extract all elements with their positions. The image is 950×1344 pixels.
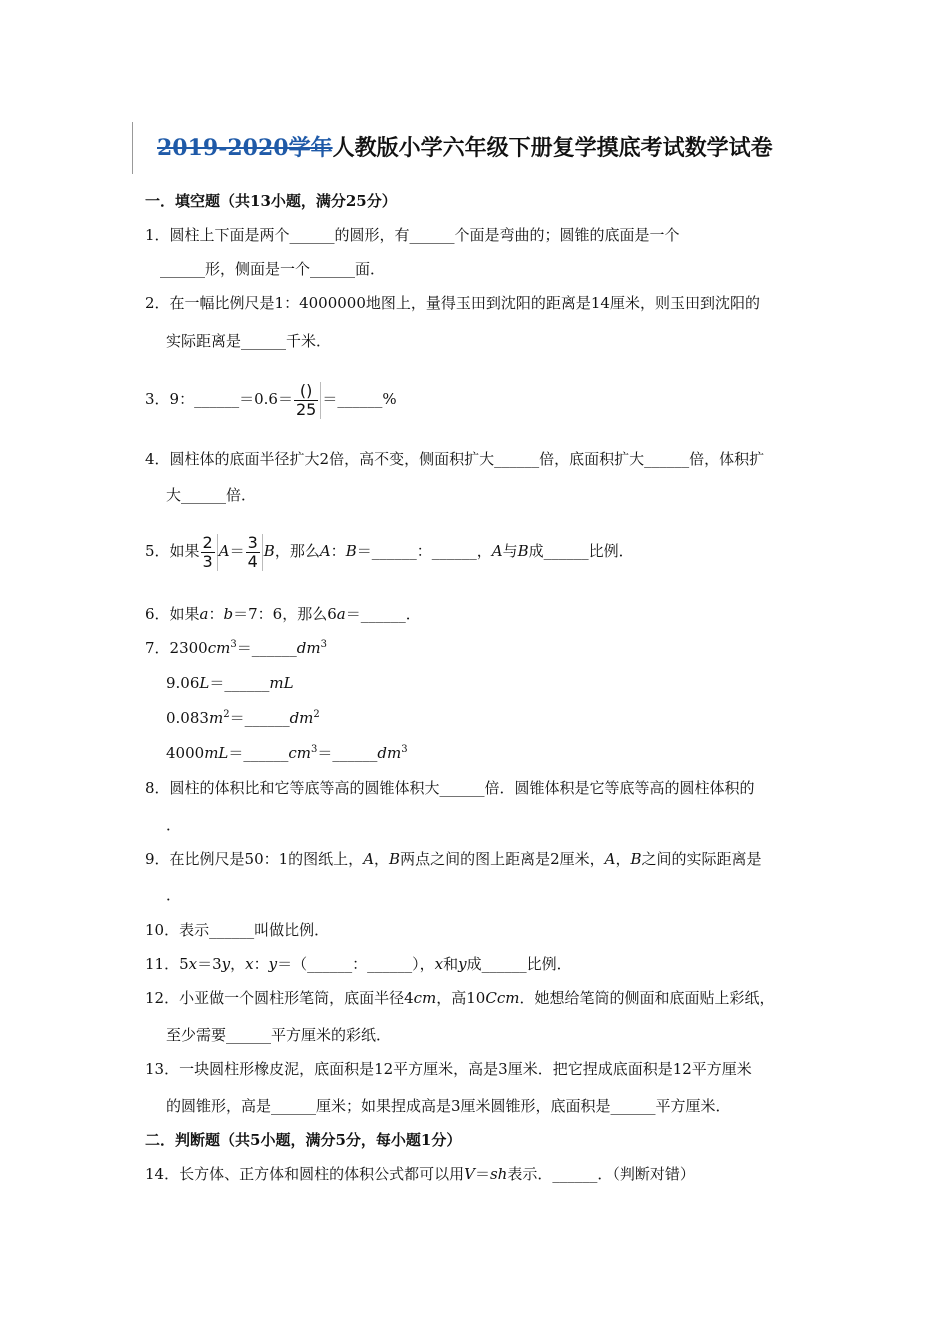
exponent: 3 — [320, 639, 327, 650]
var-b: B — [345, 542, 357, 560]
text: ＝______ — [229, 709, 290, 727]
question-5 — [145, 529, 634, 573]
fraction-numerator: 2 — [202, 532, 213, 552]
exponent: 3 — [311, 744, 318, 755]
var-a: A — [604, 850, 616, 868]
question-8-line-1: 8．圆柱的体积比和它等底等高的圆锥体积大______倍．圆锥体积是它等底等高的圆柱体积的 — [145, 779, 755, 797]
unit: dm — [296, 639, 321, 657]
exponent: 3 — [401, 744, 408, 755]
question-9-line-2: ． — [166, 886, 182, 904]
question-1-line-1: 1．圆柱上下面是两个______的圆形，有______个面是弯曲的；圆锥的底面是一个 — [145, 226, 680, 244]
var-v: V — [464, 1165, 475, 1183]
text: 6．如果 — [145, 605, 200, 623]
var-sh: sh — [489, 1165, 508, 1183]
var-b: B — [263, 542, 275, 560]
unit: m — [208, 709, 224, 727]
title-main: 人教版小学六年级下册复学摸底考试数学试卷 — [332, 135, 773, 161]
var-a: A — [491, 542, 503, 560]
question-7-line-4 — [166, 742, 408, 764]
question-13-line-2: 的圆锥形，高是______厘米；如果捏成高是3厘米圆锥形，底面积是______平方厘米． — [166, 1097, 731, 1115]
unit: dm — [289, 709, 314, 727]
text: 与 — [502, 542, 518, 560]
unit: L — [199, 674, 210, 692]
text: ．她想给笔筒的侧面和底面贴上彩纸， — [519, 989, 775, 1007]
unit: dm — [377, 744, 402, 762]
text: ， — [374, 850, 390, 868]
var-a: A — [218, 542, 230, 560]
var-a: a — [336, 605, 346, 623]
text: ＝3 — [197, 955, 222, 973]
var-x: x — [245, 955, 254, 973]
question-10: 10．表示______叫做比例． — [145, 921, 330, 939]
title-year-strikethrough: 2019-2020学年 — [157, 135, 333, 161]
text: ＝7：6，那么6 — [233, 605, 337, 623]
text: ： — [253, 955, 269, 973]
text: 表示．______．（判断对错） — [507, 1165, 695, 1183]
text: 7．2300 — [145, 639, 208, 657]
text: 之间的实际距离是 — [641, 850, 762, 868]
section-judge-heading: 二．判断题（共5小题，满分5分，每小题1分） — [145, 1131, 462, 1149]
text: 12．小亚做一个圆柱形笔筒，底面半径4 — [145, 989, 414, 1007]
question-13-line-1: 13．一块圆柱形橡皮泥，底面积是12平方厘米，高是3厘米．把它捏成底面积是12平方厘米 — [145, 1060, 752, 1078]
question-5-prefix: 5．如果 — [145, 542, 200, 560]
fraction-blank-over-25 — [294, 382, 321, 419]
exponent: 2 — [223, 709, 230, 720]
question-14 — [145, 1163, 695, 1185]
margin-line — [132, 122, 133, 174]
fraction-denominator: 25 — [295, 399, 317, 419]
question-4-line-2: 大______倍． — [166, 486, 257, 504]
text: ： — [330, 542, 346, 560]
question-3-prefix: 3．9：______＝0.6＝ — [145, 390, 293, 408]
var-b: B — [389, 850, 401, 868]
exponent: 2 — [313, 709, 320, 720]
question-4-line-1: 4．圆柱体的底面半径扩大2倍，高不变，侧面积扩大______倍，底面积扩大______倍，体积扩 — [145, 450, 765, 468]
var-x: x — [188, 955, 198, 973]
text: 9.06 — [166, 674, 200, 692]
var-y: y — [458, 955, 467, 973]
var-x: x — [434, 955, 444, 973]
fraction-numerator: 3 — [247, 532, 258, 552]
text: ： — [208, 605, 224, 623]
question-11 — [145, 953, 572, 975]
unit: cm — [288, 744, 312, 762]
question-9-line-1 — [145, 848, 762, 870]
question-2-line-1: 2．在一幅比例尺是1：4000000地图上，量得玉田到沈阳的距离是14厘米，则玉田到沈阳的 — [145, 294, 760, 312]
unit: cm — [413, 989, 437, 1007]
text: 两点之间的图上距离是2厘米， — [400, 850, 605, 868]
question-1-line-2: ______形，侧面是一个______面． — [160, 260, 386, 278]
exponent: 3 — [230, 639, 237, 650]
text: 11．5 — [145, 955, 189, 973]
var-y: y — [221, 955, 231, 973]
text: 9．在比例尺是50：1的图纸上， — [145, 850, 364, 868]
text: ， — [615, 850, 631, 868]
text: 成______比例． — [466, 955, 572, 973]
unit: mL — [269, 674, 294, 692]
question-6 — [145, 603, 421, 625]
text: ＝______ — [236, 639, 297, 657]
question-3 — [145, 377, 397, 421]
question-12-line-2: 至少需要______平方厘米的彩纸． — [166, 1026, 392, 1044]
text: ， — [230, 955, 246, 973]
fraction-denominator: 3 — [202, 551, 213, 571]
text: ，那么 — [274, 542, 320, 560]
page-title — [157, 131, 773, 162]
equals: ＝ — [229, 542, 245, 560]
text: 4000 — [166, 744, 205, 762]
text: 和 — [443, 955, 459, 973]
text: 成______比例． — [528, 542, 634, 560]
unit: mL — [204, 744, 229, 762]
text: 0.083 — [166, 709, 209, 727]
fraction-two-thirds — [201, 534, 218, 571]
var-b: B — [630, 850, 642, 868]
fraction-denominator: 4 — [247, 551, 258, 571]
var-y: y — [268, 955, 278, 973]
text: ＝______． — [345, 605, 421, 623]
var-b: B — [517, 542, 529, 560]
question-2-line-2: 实际距离是______千米． — [166, 332, 332, 350]
fraction-three-quarters — [246, 534, 263, 571]
unit: cm — [207, 639, 231, 657]
question-7-line-1 — [145, 637, 327, 659]
text: ＝______ — [317, 744, 378, 762]
var-a: a — [199, 605, 209, 623]
text: ＝______ — [209, 674, 270, 692]
question-8-line-2: ． — [166, 816, 182, 834]
text: ＝______ — [228, 744, 289, 762]
text: 14．长方体、正方体和圆柱的体积公式都可以用 — [145, 1165, 465, 1183]
question-7-line-3 — [166, 707, 320, 729]
var-b: b — [223, 605, 234, 623]
section-fill-heading: 一．填空题（共13小题，满分25分） — [145, 192, 397, 210]
text: ＝（______：______）， — [277, 955, 435, 973]
question-7-line-2 — [166, 672, 294, 694]
text: ＝ — [474, 1165, 490, 1183]
unit: Ccm — [485, 989, 520, 1007]
question-12-line-1 — [145, 987, 774, 1009]
var-a: A — [363, 850, 375, 868]
question-3-suffix: ＝______% — [322, 390, 397, 408]
text: ＝______：______， — [356, 542, 492, 560]
fraction-numerator: () — [294, 382, 318, 401]
text: ，高10 — [436, 989, 486, 1007]
var-a: A — [319, 542, 331, 560]
